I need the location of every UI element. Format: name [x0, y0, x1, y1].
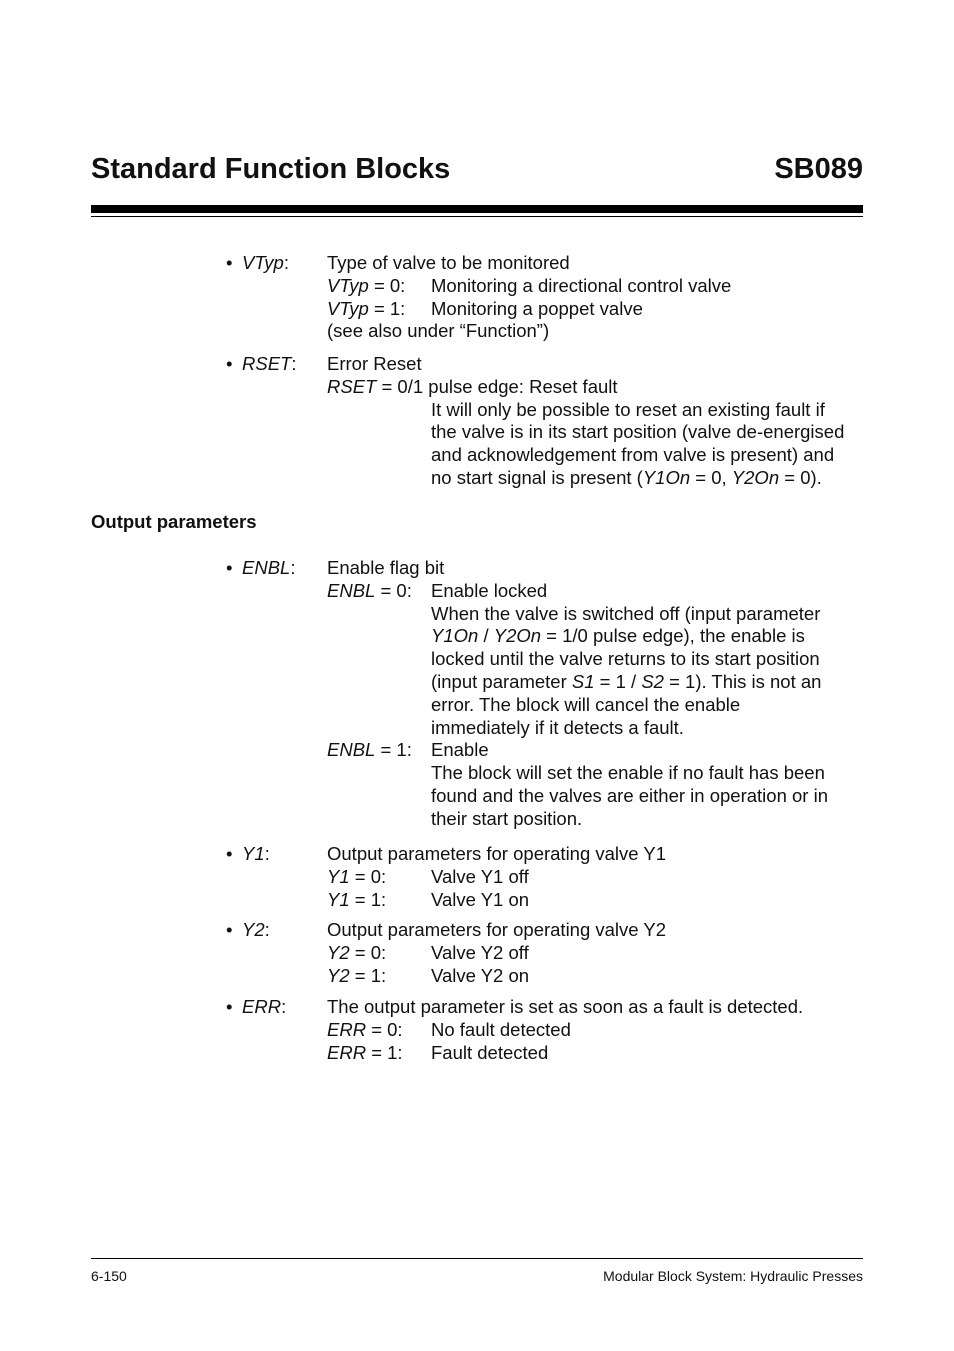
value-text: Enable locked: [431, 579, 548, 601]
param-y1: • Y1: Output parameters for operating valve Y1 Y1 = 0: Valve Y1 off Y1 = 1: Valve Y1 on: [226, 843, 866, 911]
value-row: ERR = 1: Fault detected: [327, 1041, 549, 1063]
param-err: • ERR: The output parameter is set as soon as a fault is detected. ERR = 0: No fault detected ERR = 1: Fault detected: [226, 996, 866, 1064]
param-description: Enable flag bit: [327, 557, 445, 578]
section-heading: Output parameters: [91, 511, 257, 532]
page-title: Standard Function Blocks: [91, 153, 451, 185]
note-line: It will only be possible to reset an existing fault if: [431, 398, 825, 420]
param-name: VTyp: [242, 252, 284, 273]
note-line: found and the valves are either in operation or in: [431, 784, 828, 806]
param-name: Y2: [242, 919, 265, 940]
note-line: The block will set the enable if no fault has been: [431, 762, 825, 784]
value-text: Valve Y1 on: [431, 888, 530, 910]
note-line: and acknowledgement from valve is present) and: [431, 444, 835, 466]
note-line: (input parameter S1 = 1 / S2 = 1). This is not an: [431, 670, 822, 692]
see-also-note: (see also under “Function”): [327, 320, 550, 342]
header-rule-thick: [91, 205, 863, 213]
param-y2: • Y2: Output parameters for operating valve Y2 Y2 = 0: Valve Y2 off Y2 = 1: Valve Y2 on: [226, 919, 866, 987]
value-text: Enable: [431, 739, 489, 761]
value-row: Y2 = 1: Valve Y2 on: [327, 964, 530, 986]
value-row: ENBL = 0: Enable locked: [327, 579, 548, 601]
value-row: VTyp = 1: Monitoring a poppet valve: [327, 297, 643, 319]
bullet-icon: •: [226, 996, 233, 1017]
block-code: SB089: [774, 153, 863, 185]
bullet-icon: •: [226, 843, 233, 864]
note-line: immediately if it detects a fault.: [431, 716, 684, 738]
note-line: their start position.: [431, 807, 583, 829]
bullet-icon: •: [226, 919, 233, 940]
header-rule-thin: [91, 216, 863, 217]
value-row: Y2 = 0: Valve Y2 off: [327, 941, 529, 963]
param-description: Error Reset: [327, 353, 422, 374]
note-line: error. The block will cancel the enable: [431, 693, 741, 715]
note-line: Y1On / Y2On = 1/0 pulse edge), the enable is: [431, 625, 805, 647]
value-row: VTyp = 0: Monitoring a directional control valve: [327, 274, 732, 296]
value-text: Valve Y2 off: [431, 941, 529, 963]
value-text: Monitoring a poppet valve: [431, 297, 643, 319]
value-row: ENBL = 1: Enable: [327, 739, 489, 761]
param-description: Output parameters for operating valve Y2: [327, 919, 667, 940]
param-name: ENBL: [242, 557, 291, 578]
bullet-icon: •: [226, 252, 233, 273]
note-line: no start signal is present (Y1On = 0, Y2On = 0).: [431, 466, 822, 488]
value-text: Fault detected: [431, 1041, 549, 1063]
param-name: ERR: [242, 996, 282, 1017]
param-description: Type of valve to be monitored: [327, 252, 570, 273]
note-line: the valve is in its start position (valve de-energised: [431, 421, 845, 443]
param-rset: • RSET: Error Reset RSET = 0/1 pulse edge: Reset fault It will only be possible to reset an existing fault if the valve is in its start position (valve de-energised and acknowledgement from valve is present) and no start signal is present (Y1On = 0, Y2On = 0).: [226, 353, 866, 490]
value-row: Y1 = 1: Valve Y1 on: [327, 888, 530, 910]
param-description: Output parameters for operating valve Y1: [327, 843, 667, 864]
value-row: RSET = 0/1 pulse edge: Reset fault: [327, 375, 618, 397]
value-row: Y1 = 0: Valve Y1 off: [327, 865, 529, 887]
bullet-icon: •: [226, 557, 233, 578]
param-description: The output parameter is set as soon as a fault is detected.: [327, 996, 804, 1017]
note-line: When the valve is switched off (input parameter: [431, 602, 821, 624]
param-name: Y1: [242, 843, 265, 864]
param-name: RSET: [242, 353, 292, 374]
footer-rule: [91, 1258, 863, 1259]
note-line: locked until the valve returns to its start position: [431, 648, 820, 670]
value-text: No fault detected: [431, 1018, 571, 1040]
bullet-icon: •: [226, 353, 233, 374]
param-vtyp: • VTyp: Type of valve to be monitored VTyp = 0: Monitoring a directional control valve VTyp = 1: Monitoring a poppet valve (see also under “Function”): [226, 252, 866, 343]
value-text: Monitoring a directional control valve: [431, 274, 732, 296]
page-number: 6-150: [91, 1268, 127, 1284]
value-text: Valve Y1 off: [431, 865, 529, 887]
document-title: Modular Block System: Hydraulic Presses: [603, 1268, 863, 1284]
param-enbl: • ENBL: Enable flag bit ENBL = 0: Enable locked When the valve is switched off (input parameter Y1On / Y2On = 1/0 pulse edge), the enable is locked until the valve returns to its start position (input parameter S1 = 1 / S2 = 1). This is not an error. The block will cancel the enable immediately if it detects a fault. ENBL = 1: Enable The block will set the enable if no fault has been found and the valves are either in operation or in their start position.: [226, 557, 866, 831]
value-row: ERR = 0: No fault detected: [327, 1018, 571, 1040]
value-text: Valve Y2 on: [431, 964, 530, 986]
